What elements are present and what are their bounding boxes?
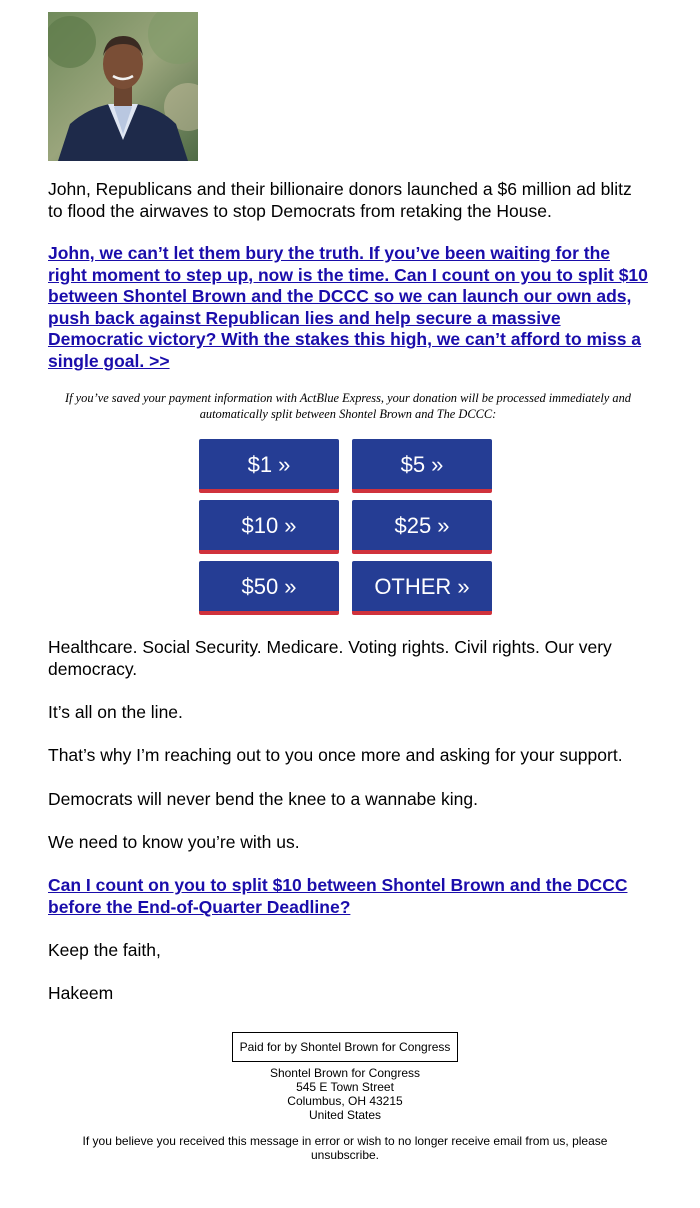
address-line: Columbus, OH 43215	[287, 1094, 403, 1108]
body-paragraph: It’s all on the line.	[48, 702, 183, 722]
lead-paragraph: John, Republicans and their billionaire donors launched a $6 million ad blitz to flood the airwaves to stop Democrats from retaking the House.	[48, 179, 632, 221]
signature: Hakeem	[48, 983, 114, 1003]
donate-ask-link[interactable]: John, we can’t let them bury the truth. If you’ve been waiting for the right moment to step up, now is the time. Can I count on you to split $10 between Shontel Brown and the DCCC so we can launch our own ads, push back against Republican lies and help secure a massive Democratic victory? With the stakes this high, we can’t afford to miss a single goal. >>	[48, 243, 648, 371]
donate-1-button[interactable]: $1 »	[199, 439, 339, 493]
unsubscribe-notice[interactable]: If you believe you received this message in error or wish to no longer receive email from us, please unsubscribe.	[82, 1134, 608, 1162]
donate-5-button[interactable]: $5 »	[352, 439, 492, 493]
paid-for-disclaimer: Paid for by Shontel Brown for Congress	[232, 1032, 458, 1062]
signoff: Keep the faith,	[48, 940, 161, 960]
address-line: United States	[308, 1108, 382, 1122]
body-paragraph: That’s why I’m reaching out to you once more and asking for your support.	[48, 745, 623, 765]
body-paragraph: Healthcare. Social Security. Medicare. Voting rights. Civil rights. Our very democracy.	[48, 637, 612, 679]
actblue-express-note: If you’ve saved your payment information with ActBlue Express, your donation will be processed immediately and automatically split between Shontel Brown and The DCCC:	[65, 391, 631, 421]
body-paragraph: We need to know you’re with us.	[48, 832, 300, 852]
donate-25-button[interactable]: $25 »	[352, 500, 492, 554]
donate-50-button[interactable]: $50 »	[199, 561, 339, 615]
donate-other-button[interactable]: OTHER »	[352, 561, 492, 615]
donate-10-button[interactable]: $10 »	[199, 500, 339, 554]
portrait-photo	[48, 12, 198, 161]
address-line: Shontel Brown for Congress	[269, 1066, 421, 1080]
body-paragraph: Democrats will never bend the knee to a wannabe king.	[48, 789, 478, 809]
mailing-address	[48, 1066, 642, 1122]
address-line: 545 E Town Street	[296, 1080, 394, 1094]
deadline-ask-link[interactable]: Can I count on you to split $10 between Shontel Brown and the DCCC before the End-of-Quarter Deadline?	[48, 875, 628, 917]
